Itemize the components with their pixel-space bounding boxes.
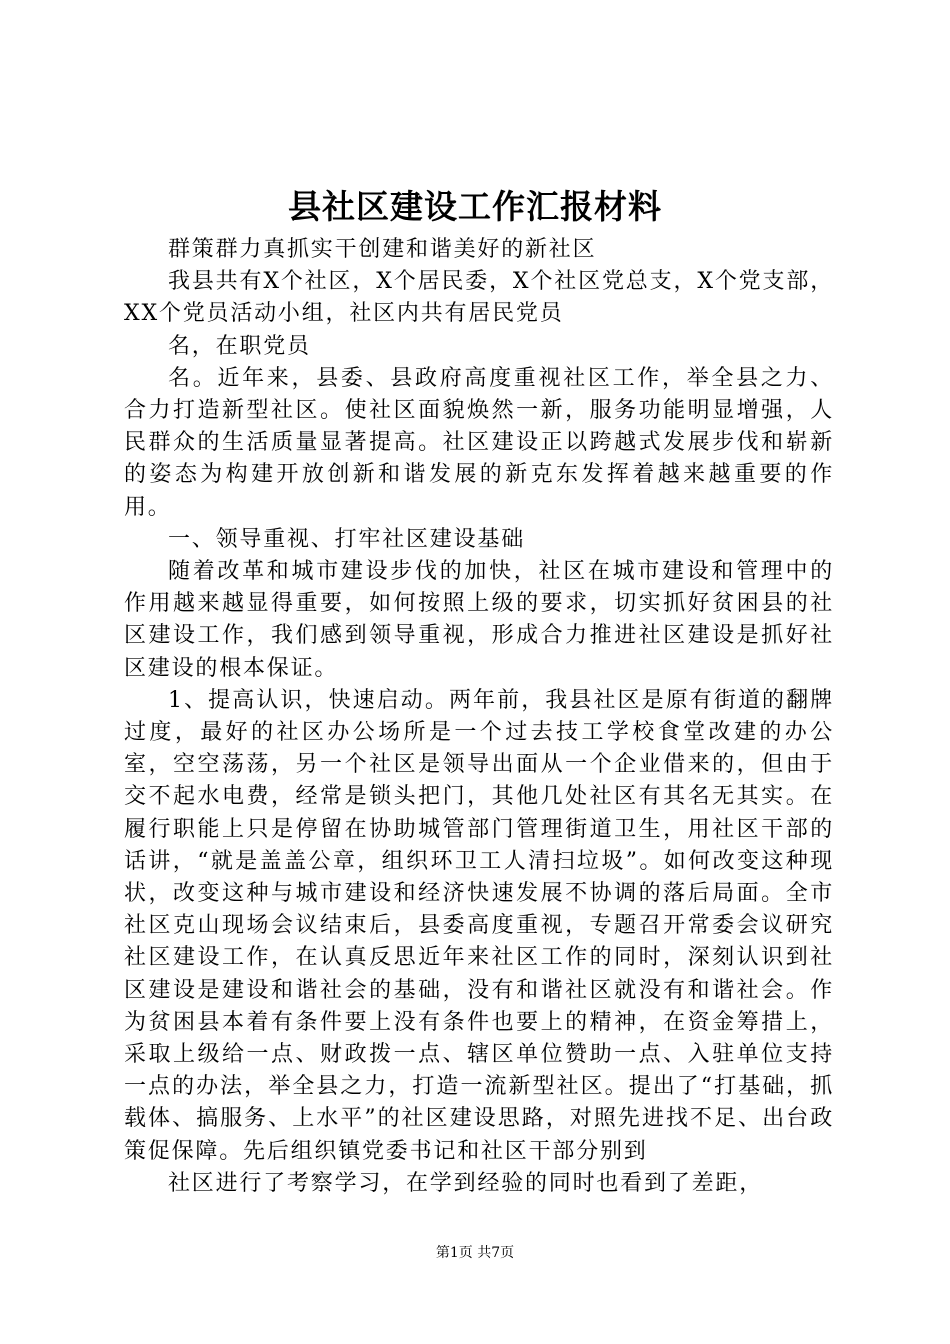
page-number-footer: 第1页 共7页 (435, 1245, 515, 1261)
paragraph: 我县共有X个社区，X个居民委，X个社区党总支，X个党支部，XX个党员活动小组，社区内共有居民党员 (124, 269, 834, 327)
document-title: 县社区建设工作汇报材料 (288, 187, 662, 226)
paragraph: 社区进行了考察学习，在学到经验的同时也看到了差距， (168, 1170, 764, 1196)
paragraph: 随着改革和城市建设步伐的加快，社区在城市建设和管理中的作用越来越显得重要，如何按照上级的要求，切实抓好贫困县的社区建设工作，我们感到领导重视，形成合力推进社区建设是抓好社区建设的根本保证。 (124, 559, 834, 681)
paragraph: 群策群力真抓实干创建和谐美好的新社区 (168, 237, 597, 262)
paragraph: 名，在职党员 (168, 333, 311, 359)
section-heading: 一、领导重视、打牢社区建设基础 (168, 526, 526, 552)
paragraph: 名。近年来，县委、县政府高度重视社区工作，举全县之力、合力打造新型社区。使社区面貌焕然一新，服务功能明显增强，人民群众的生活质量显著提高。社区建设正以跨越式发展步伐和崭新的姿态为构建开放创新和谐发展的新克东发挥着越来越重要的作用。 (124, 365, 834, 520)
paragraph: 1、提高认识，快速启动。两年前，我县社区是原有街道的翻牌过度，最好的社区办公场所是一个过去技工学校食堂改建的办公室，空空荡荡，另一个社区是领导出面从一个企业借来的，但由于交不起水电费，经常是锁头把门，其他几处社区有其名无其实。在履行职能上只是停留在协助城管部门管理街道卫生，用社区干部的话讲，“就是盖盖公章，组织环卫工人清扫垃圾”。如何改变这种现状，改变这种与城市建设和经济快速发展不协调的落后局面。全市社区克山现场会议结束后，县委高度重视，专题召开常委会议研究社区建设工作，在认真反思近年来社区工作的同时，深刻认识到社区建设是建设和谐社会的基础，没有和谐社区就没有和谐社会。作为贫困县本着有条件要上没有条件也要上的精神，在资金筹措上，采取上级给一点、财政拨一点、辖区单位赞助一点、入驻单位支持一点的办法，举全县之力，打造一流新型社区。提出了“打基础，抓载体、搞服务、上水平”的社区建设思路，对照先进找不足、出台政策促保障。先后组织镇党委书记和社区干部分别到 (124, 687, 834, 1164)
document-body (124, 234, 834, 1200)
